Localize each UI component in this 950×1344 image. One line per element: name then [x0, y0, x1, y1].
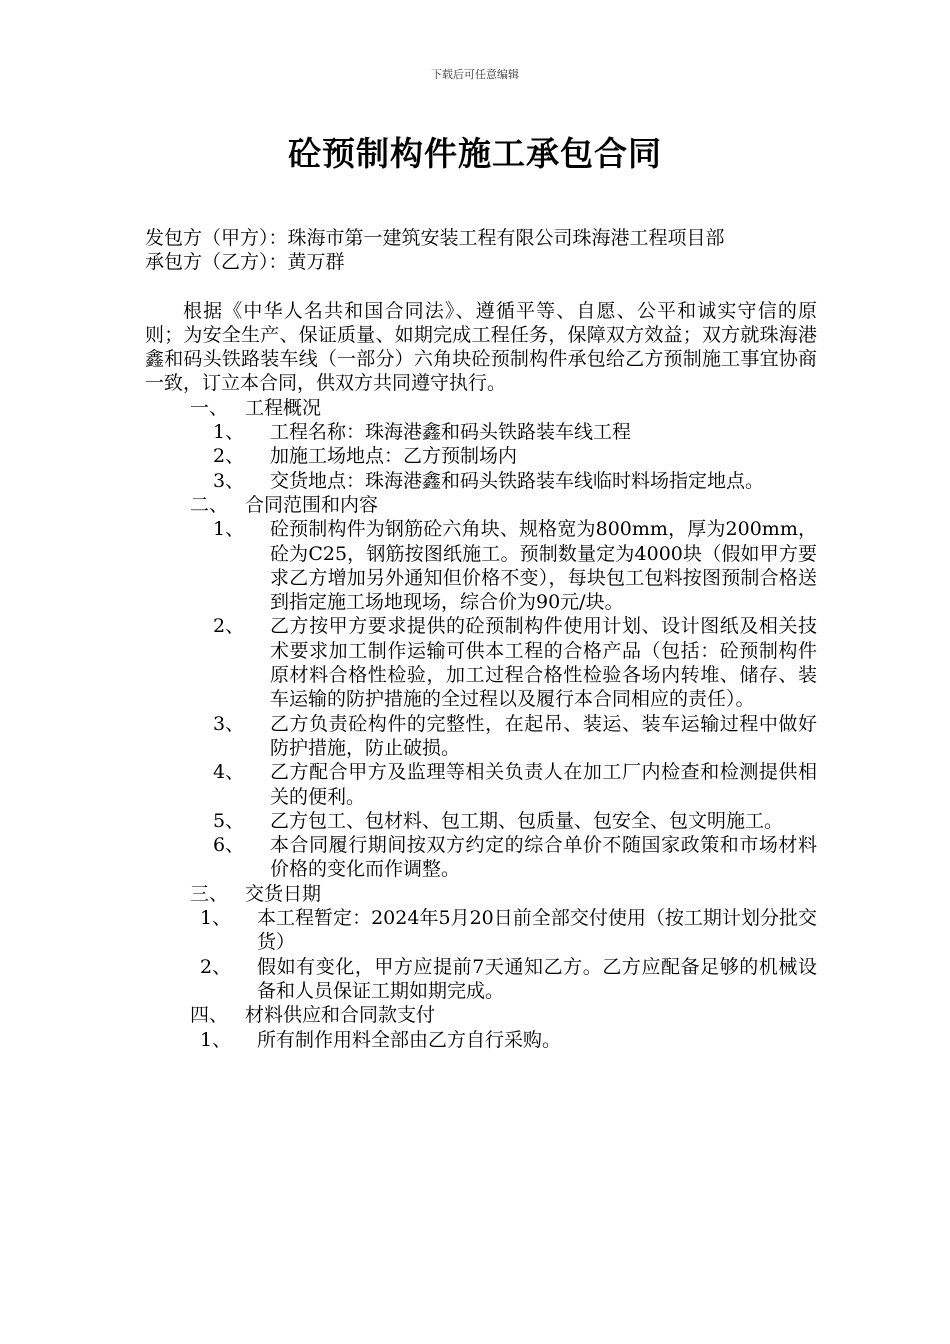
item-text: 乙方配合甲方及监理等相关负责人在加工厂内检查和检测提供相关的便利。: [270, 761, 817, 808]
item-number: 6、: [213, 834, 245, 857]
section-title: 合同范围和内容: [245, 493, 379, 516]
item-text: 工程名称：珠海港鑫和码头铁路装车线工程: [270, 421, 632, 444]
item-text: 乙方按甲方要求提供的砼预制构件使用计划、设计图纸及相关技术要求加工制作运输可供本工程的合格产品（包括：砼预制构件原材料合格性检验，加工过程合格性检验各场内转堆、储存、装车运输的防护措施的全过程以及履行本合同相应的责任）。: [270, 615, 817, 711]
section-number: 四、: [190, 1004, 229, 1027]
item-text: 假如有变化，甲方应提前7天通知乙方。乙方应配备足够的机械设备和人员保证工期如期完成。: [257, 955, 817, 1002]
item-number: 1、: [200, 907, 232, 930]
list-item: [145, 760, 817, 809]
item-number: 2、: [213, 445, 245, 468]
list-item: [145, 614, 817, 711]
item-number: 3、: [213, 469, 245, 492]
list-item: [145, 1028, 817, 1052]
item-number: 1、: [213, 518, 245, 541]
list-item: [145, 420, 817, 444]
item-text: 所有制作用料全部由乙方自行采购。: [257, 1028, 562, 1051]
list-item: [145, 833, 817, 882]
item-number: 4、: [213, 761, 245, 784]
party-a: 发包方（甲方）：珠海市第一建筑安装工程有限公司珠海港工程项目部: [145, 227, 725, 249]
header-note: 下载后可任意编辑: [431, 68, 519, 81]
item-text: 乙方负责砼构件的完整性，在起吊、装运、装车运输过程中做好防护措施，防止破损。: [270, 712, 817, 759]
document-body: [145, 226, 817, 1052]
spacer: [145, 275, 817, 299]
list-item: [145, 955, 817, 1004]
list-item: [145, 906, 817, 955]
document-title: 砼预制构件施工承包合同: [288, 134, 662, 173]
section-title: 交货日期: [245, 882, 322, 905]
item-text: 交货地点：珠海港鑫和码头铁路装车线临时料场指定地点。: [270, 469, 765, 492]
item-number: 3、: [213, 712, 245, 735]
item-text: 本工程暂定：2024年5月20日前全部交付使用（按工期计划分批交货）: [257, 907, 817, 954]
item-number: 2、: [213, 615, 245, 638]
section-heading: [145, 882, 817, 906]
item-text: 本合同履行期间按双方约定的综合单价不随国家政策和市场材料价格的变化而作调整。: [270, 834, 817, 881]
section-number: 一、: [190, 396, 229, 419]
item-number: 1、: [213, 421, 245, 444]
preamble: 根据《中华人名共和国合同法》、遵循平等、自愿、公平和诚实守信的原则；为安全生产、保证质量、如期完成工程任务，保障双方效益；双方就珠海港鑫和码头铁路装车线（一部分）六角块砼预制构件承包给乙方预制施工事宜协商一致，订立本合同，供双方共同遵守执行。: [145, 299, 817, 395]
list-item: [145, 517, 817, 614]
section-heading: [145, 493, 817, 517]
section-heading: [145, 396, 817, 420]
item-text: 加施工场地点：乙方预制场内: [270, 445, 518, 468]
item-text: 乙方包工、包材料、包工期、包质量、包安全、包文明施工。: [270, 809, 784, 832]
list-item: [145, 712, 817, 761]
section-heading: [145, 1003, 817, 1027]
section-title: 材料供应和合同款支付: [245, 1004, 436, 1027]
list-item: [145, 809, 817, 833]
list-item: [145, 469, 817, 493]
list-item: [145, 444, 817, 468]
item-number: 1、: [200, 1028, 232, 1051]
party-b: 承包方（乙方）：黄万群: [145, 251, 345, 274]
item-number: 5、: [213, 809, 245, 832]
section-title: 工程概况: [245, 396, 322, 419]
item-text: 砼预制构件为钢筋砼六角块、规格宽为800mm，厚为200mm，砼为C25，钢筋按图纸施工。预制数量定为4000块（假如甲方要求乙方增加另外通知但价格不变），每块包工包料按图预制合格送到指定施工场地现场，综合价为90元/块。: [270, 518, 817, 614]
section-number: 二、: [190, 493, 229, 516]
section-number: 三、: [190, 882, 229, 905]
item-number: 2、: [200, 955, 232, 978]
